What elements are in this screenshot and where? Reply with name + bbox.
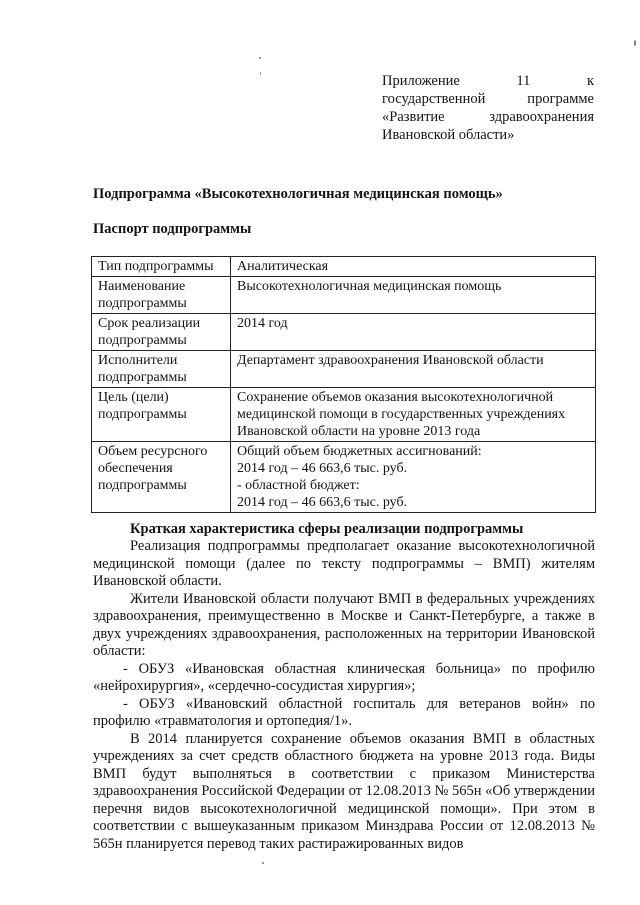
row-value: Высокотехнологичная медицинская помощь: [231, 277, 596, 314]
appendix-line-2: государственной программе: [382, 91, 594, 107]
table-row: [92, 442, 596, 513]
budget-line: Общий объем бюджетных ассигнований:: [237, 444, 482, 459]
subprogram-title: Подпрограмма «Высокотехнологичная медицинская помощь»: [93, 186, 503, 202]
row-value: Аналитическая: [231, 257, 596, 277]
scan-speck: [262, 862, 264, 864]
list-item: - ОБУЗ «Ивановский областной госпиталь для ветеранов войн» по профилю «травматология и ортопедия/1».: [93, 695, 595, 729]
paragraph: Реализация подпрограммы предполагает оказание высокотехнологичной медицинской помощи (далее по тексту подпрограммы – ВМП) жителям Ивановской области.: [93, 538, 595, 589]
row-value: Сохранение объемов оказания высокотехнологичной медицинской помощи в государственных учреждениях Ивановской области на уровне 2013 года: [231, 388, 596, 442]
appendix-line-4: Ивановской области»: [382, 127, 515, 143]
scan-speck: [634, 40, 636, 46]
table-row: [92, 257, 596, 277]
row-label: Цель (цели) подпрограммы: [92, 388, 231, 442]
scan-speck: [260, 72, 261, 75]
paragraph: В 2014 планируется сохранение объемов оказания ВМП в областных учреждениях за счет средств областного бюджета на уровне 2013 года. Виды ВМП будут выполняться в соответствии с приказом Министерства здравоохранения Российской Федерации от 12.08.2013 № 565н «Об утверждении перечня видов высокотехнологичной медицинской помощи». При этом в соответствии с вышеуказанным приказом Минздрава России от 12.08.2013 № 565н планируется перевод таких растиражированных видов: [93, 730, 595, 852]
scan-speck: [259, 57, 261, 59]
row-label: Исполнители подпрограммы: [92, 351, 231, 388]
row-label: Наименование подпрограммы: [92, 277, 231, 314]
appendix-prep: к: [586, 73, 594, 89]
budget-line: 2014 год – 46 663,6 тыс. руб.: [237, 495, 408, 510]
section-title: Краткая характеристика сферы реализации подпрограммы: [130, 521, 524, 537]
body-text: [93, 538, 595, 853]
row-value: 2014 год: [231, 314, 596, 351]
appendix-header: [382, 72, 594, 144]
table-row: [92, 314, 596, 351]
appendix-line-1: [382, 72, 594, 90]
table-row: [92, 351, 596, 388]
appendix-word: Приложение: [382, 73, 460, 89]
paragraph: Жители Ивановской области получают ВМП в федеральных учреждениях здравоохранения, преимущественно в Москве и Санкт-Петербурге, а также в двух учреждениях здравоохранения, расположенных на территории Ивановской области:: [93, 590, 595, 659]
table-row: [92, 277, 596, 314]
passport-table: [91, 256, 596, 513]
row-label: Срок реализации подпрограммы: [92, 314, 231, 351]
budget-line: - областной бюджет:: [237, 478, 360, 493]
budget-line: 2014 год – 46 663,6 тыс. руб.: [237, 461, 408, 476]
list-item: - ОБУЗ «Ивановская областная клиническая больница» по профилю «нейрохирургия», «сердечно-сосудистая хирургия»;: [93, 660, 595, 694]
appendix-line-3: «Развитие здравоохранения: [382, 109, 594, 125]
row-value: Департамент здравоохранения Ивановской области: [231, 351, 596, 388]
table-row: [92, 388, 596, 442]
row-label: Объем ресурсного обеспечения подпрограммы: [92, 442, 231, 513]
row-value: [231, 442, 596, 513]
row-label: Тип подпрограммы: [92, 257, 231, 277]
passport-title: Паспорт подпрограммы: [93, 221, 252, 237]
appendix-number: 11: [516, 73, 531, 89]
